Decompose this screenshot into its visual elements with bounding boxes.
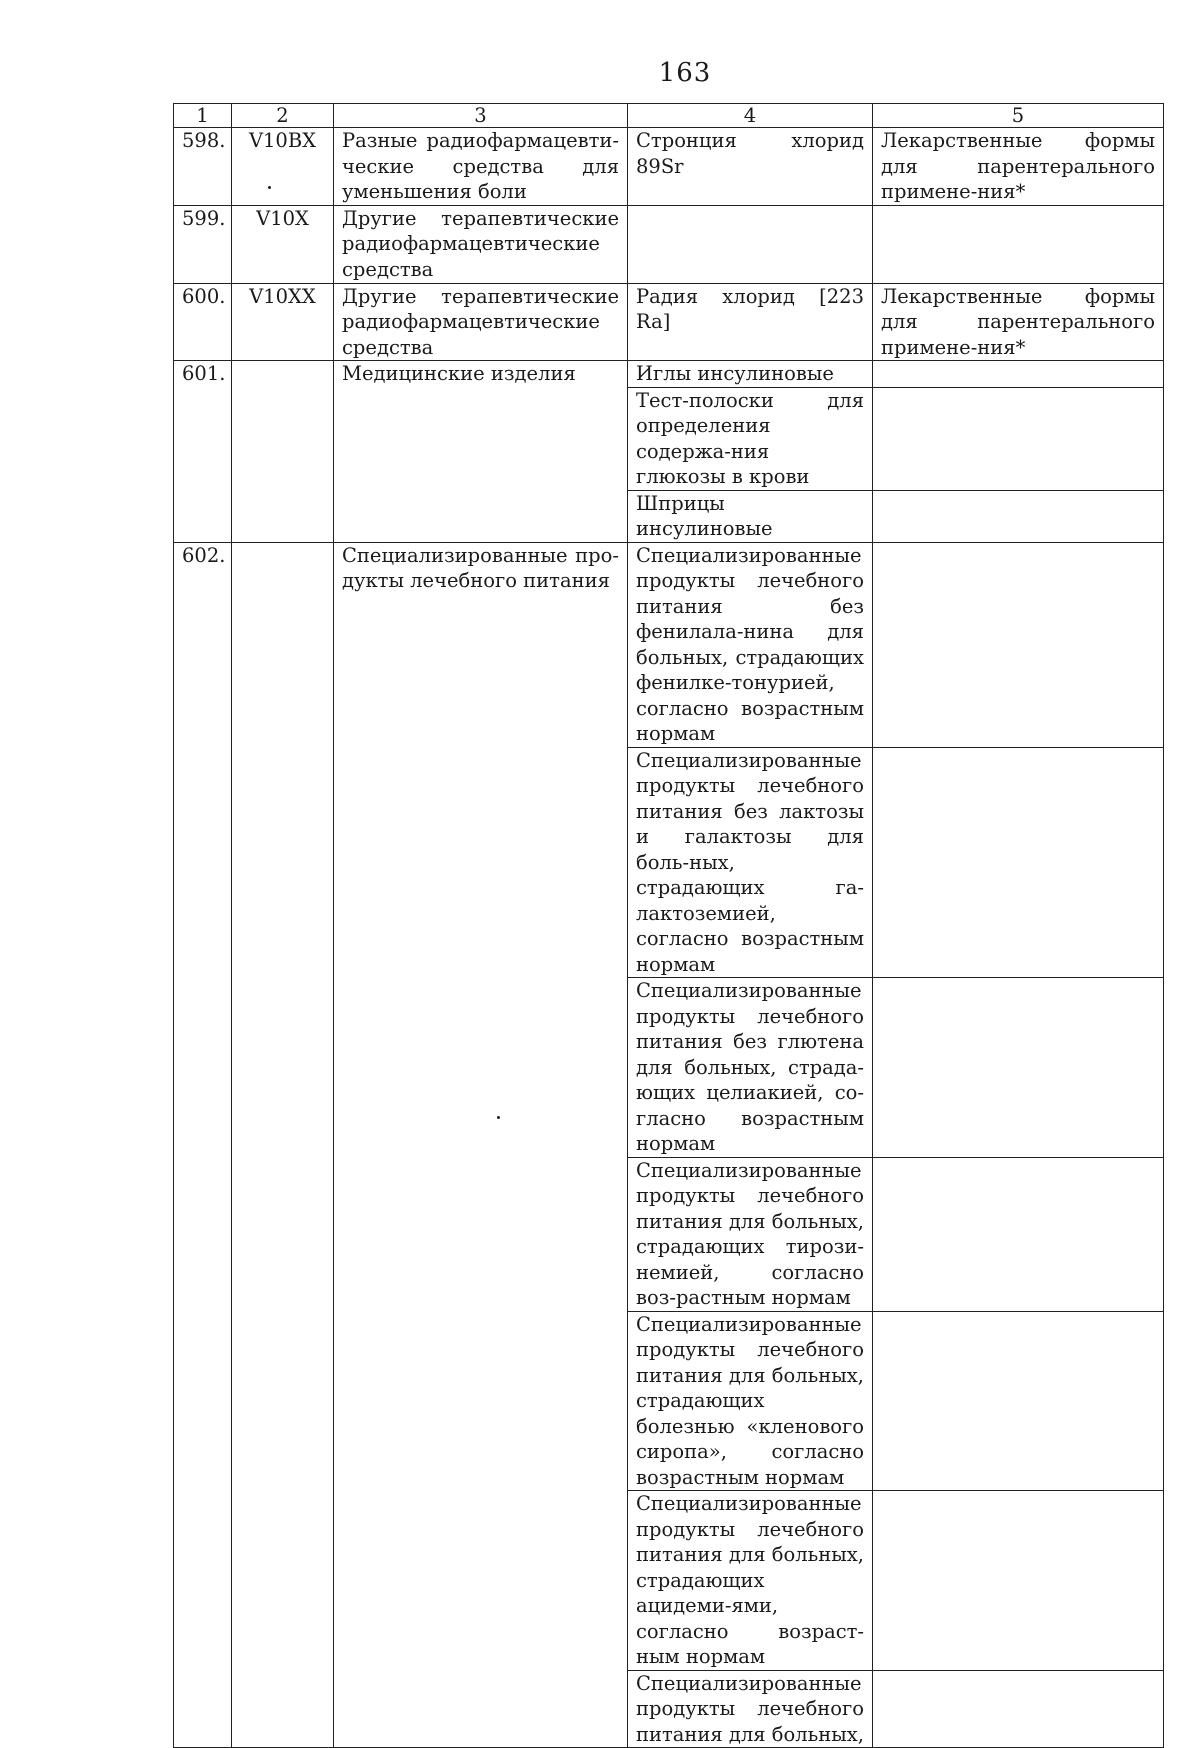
header-cell-4: 4 bbox=[628, 104, 873, 128]
table-row bbox=[174, 361, 1164, 388]
drug-name: Радия хлорид [223 Ra] bbox=[628, 283, 873, 361]
header-cell-5: 5 bbox=[873, 104, 1164, 128]
scan-speck bbox=[497, 1116, 500, 1119]
drug-name: Специализированные продукты лечебного питания для больных, bbox=[628, 1670, 873, 1748]
medication-table bbox=[173, 103, 1164, 1748]
dosage-form bbox=[873, 1157, 1164, 1311]
scan-speck bbox=[268, 186, 271, 189]
atc-code: V10X bbox=[232, 205, 334, 283]
row-number: 599. bbox=[174, 205, 232, 283]
dosage-form bbox=[873, 1491, 1164, 1671]
dosage-form bbox=[873, 1670, 1164, 1748]
drug-name bbox=[628, 205, 873, 283]
table-row bbox=[174, 283, 1164, 361]
atc-group: Медицинские изделия bbox=[334, 361, 628, 543]
drug-name: Иглы инсулиновые bbox=[628, 361, 873, 388]
atc-code bbox=[232, 542, 334, 1748]
atc-code: V10BX bbox=[232, 128, 334, 206]
header-cell-2: 2 bbox=[232, 104, 334, 128]
drug-name: Специализированные продукты лечебного питания для больных, страдающих болезнью «кленового сиропа», согласно возрастным нормам bbox=[628, 1311, 873, 1491]
dosage-form: Лекарственные формы для парентерального примене-ния* bbox=[873, 283, 1164, 361]
drug-name: Специализированные продукты лечебного питания для больных, страдающих ацидеми-ями, согласно возраст-ным нормам bbox=[628, 1491, 873, 1671]
drug-name: Шприцы инсулиновые bbox=[628, 490, 873, 542]
dosage-form bbox=[873, 490, 1164, 542]
table-row bbox=[174, 128, 1164, 206]
table-header-row bbox=[174, 104, 1164, 128]
row-number: 600. bbox=[174, 283, 232, 361]
row-number: 601. bbox=[174, 361, 232, 543]
dosage-form bbox=[873, 747, 1164, 978]
header-cell-3: 3 bbox=[334, 104, 628, 128]
atc-code bbox=[232, 361, 334, 543]
row-number: 602. bbox=[174, 542, 232, 1748]
atc-code: V10XX bbox=[232, 283, 334, 361]
atc-group: Специализированные про-дукты лечебного питания bbox=[334, 542, 628, 1748]
dosage-form: Лекарственные формы для парентерального примене-ния* bbox=[873, 128, 1164, 206]
dosage-form bbox=[873, 542, 1164, 747]
atc-group: Другие терапевтические радиофармацевтические средства bbox=[334, 205, 628, 283]
dosage-form bbox=[873, 978, 1164, 1158]
page-number: 163 bbox=[658, 58, 712, 88]
dosage-form bbox=[873, 387, 1164, 490]
dosage-form bbox=[873, 1311, 1164, 1491]
header-cell-1: 1 bbox=[174, 104, 232, 128]
table-row bbox=[174, 542, 1164, 747]
row-number: 598. bbox=[174, 128, 232, 206]
dosage-form bbox=[873, 205, 1164, 283]
table-row bbox=[174, 205, 1164, 283]
drug-name: Тест-полоски для определения содержа-ния глюкозы в крови bbox=[628, 387, 873, 490]
drug-name: Специализированные продукты лечебного питания для больных, страдающих тирози-немией, согласно воз-растным нормам bbox=[628, 1157, 873, 1311]
drug-name: Стронция хлорид 89Sr bbox=[628, 128, 873, 206]
drug-name: Специализированные продукты лечебного питания без фенилала-нина для больных, страдающих фенилке-тонурией, согласно возрастным нормам bbox=[628, 542, 873, 747]
drug-name: Специализированные продукты лечебного питания без лактозы и галактозы для боль-ных, страдающих га-лактоземией, согласно возрастным нормам bbox=[628, 747, 873, 978]
dosage-form bbox=[873, 361, 1164, 388]
atc-group: Другие терапевтические радиофармацевтические средства bbox=[334, 283, 628, 361]
drug-name: Специализированные продукты лечебного питания без глютена для больных, страда-ющих целиакией, со-гласно возрастным нормам bbox=[628, 978, 873, 1158]
atc-group: Разные радиофармацевти-ческие средства для уменьшения боли bbox=[334, 128, 628, 206]
